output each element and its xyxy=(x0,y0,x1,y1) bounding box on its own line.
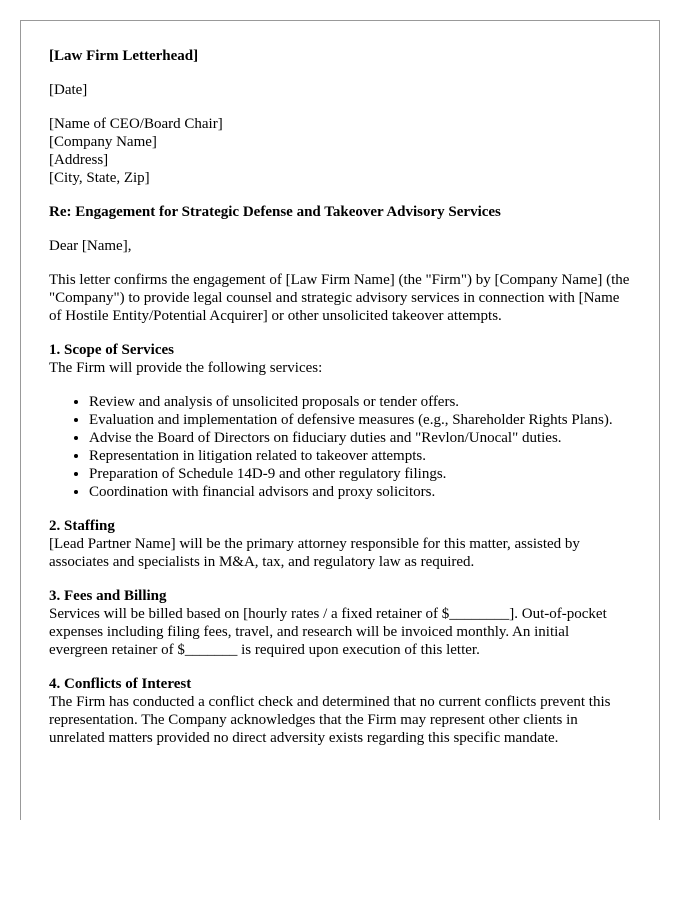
list-item: • Advise the Board of Directors on fiduciary duties and "Revlon/Unocal" duties. xyxy=(89,429,631,447)
list-item: • Evaluation and implementation of defensive measures (e.g., Shareholder Rights Plans). xyxy=(89,411,631,429)
section-body: Services will be billed based on [hourly rates / a fixed retainer of $________]. Out-of-pocket expenses including filing fees, travel, and research will be invoiced monthly. An initial evergreen retainer of $_______ is required upon execution of this letter. xyxy=(49,606,607,658)
recipient-address xyxy=(49,115,631,187)
section-title: 2. Staffing xyxy=(49,518,115,534)
list-item: • Preparation of Schedule 14D-9 and other regulatory filings. xyxy=(89,465,631,483)
salutation: Dear [Name], xyxy=(49,238,132,254)
recipient-company: [Company Name] xyxy=(49,134,157,150)
subject-line: Re: Engagement for Strategic Defense and Takeover Advisory Services xyxy=(49,204,501,220)
letter-page xyxy=(20,20,660,820)
recipient-street: [Address] xyxy=(49,152,109,168)
recipient-city: [City, State, Zip] xyxy=(49,170,150,186)
recipient-name: [Name of CEO/Board Chair] xyxy=(49,116,223,132)
section-title: 1. Scope of Services xyxy=(49,342,174,358)
letter-date: [Date] xyxy=(49,82,88,98)
section-conflicts xyxy=(49,675,631,747)
services-list xyxy=(49,393,631,501)
section-title: 4. Conflicts of Interest xyxy=(49,676,192,692)
letterhead: [Law Firm Letterhead] xyxy=(49,48,199,64)
intro-paragraph: This letter confirms the engagement of [Law Firm Name] (the "Firm") by [Company Name] (the "Company") to provide legal counsel and strategic advisory services in connection with [Name of Hostile Entity/Potential Acquirer] or other unsolicited takeover attempts. xyxy=(49,272,630,324)
section-body: [Lead Partner Name] will be the primary attorney responsible for this matter, assisted by associates and specialists in M&A, tax, and regulatory law as required. xyxy=(49,536,580,570)
section-staffing xyxy=(49,517,631,571)
list-item: • Coordination with financial advisors and proxy solicitors. xyxy=(89,483,631,501)
section-body: The Firm has conducted a conflict check and determined that no current conflicts prevent this representation. The Company acknowledges that the Firm may represent other clients in unrelated matters provided no direct adversity exists regarding this specific mandate. xyxy=(49,694,611,746)
list-item: • Representation in litigation related to takeover attempts. xyxy=(89,447,631,465)
list-item: • Review and analysis of unsolicited proposals or tender offers. xyxy=(89,393,631,411)
section-fees xyxy=(49,587,631,659)
section-title: 3. Fees and Billing xyxy=(49,588,167,604)
section-scope xyxy=(49,341,631,501)
section-lead: The Firm will provide the following services: xyxy=(49,360,323,376)
